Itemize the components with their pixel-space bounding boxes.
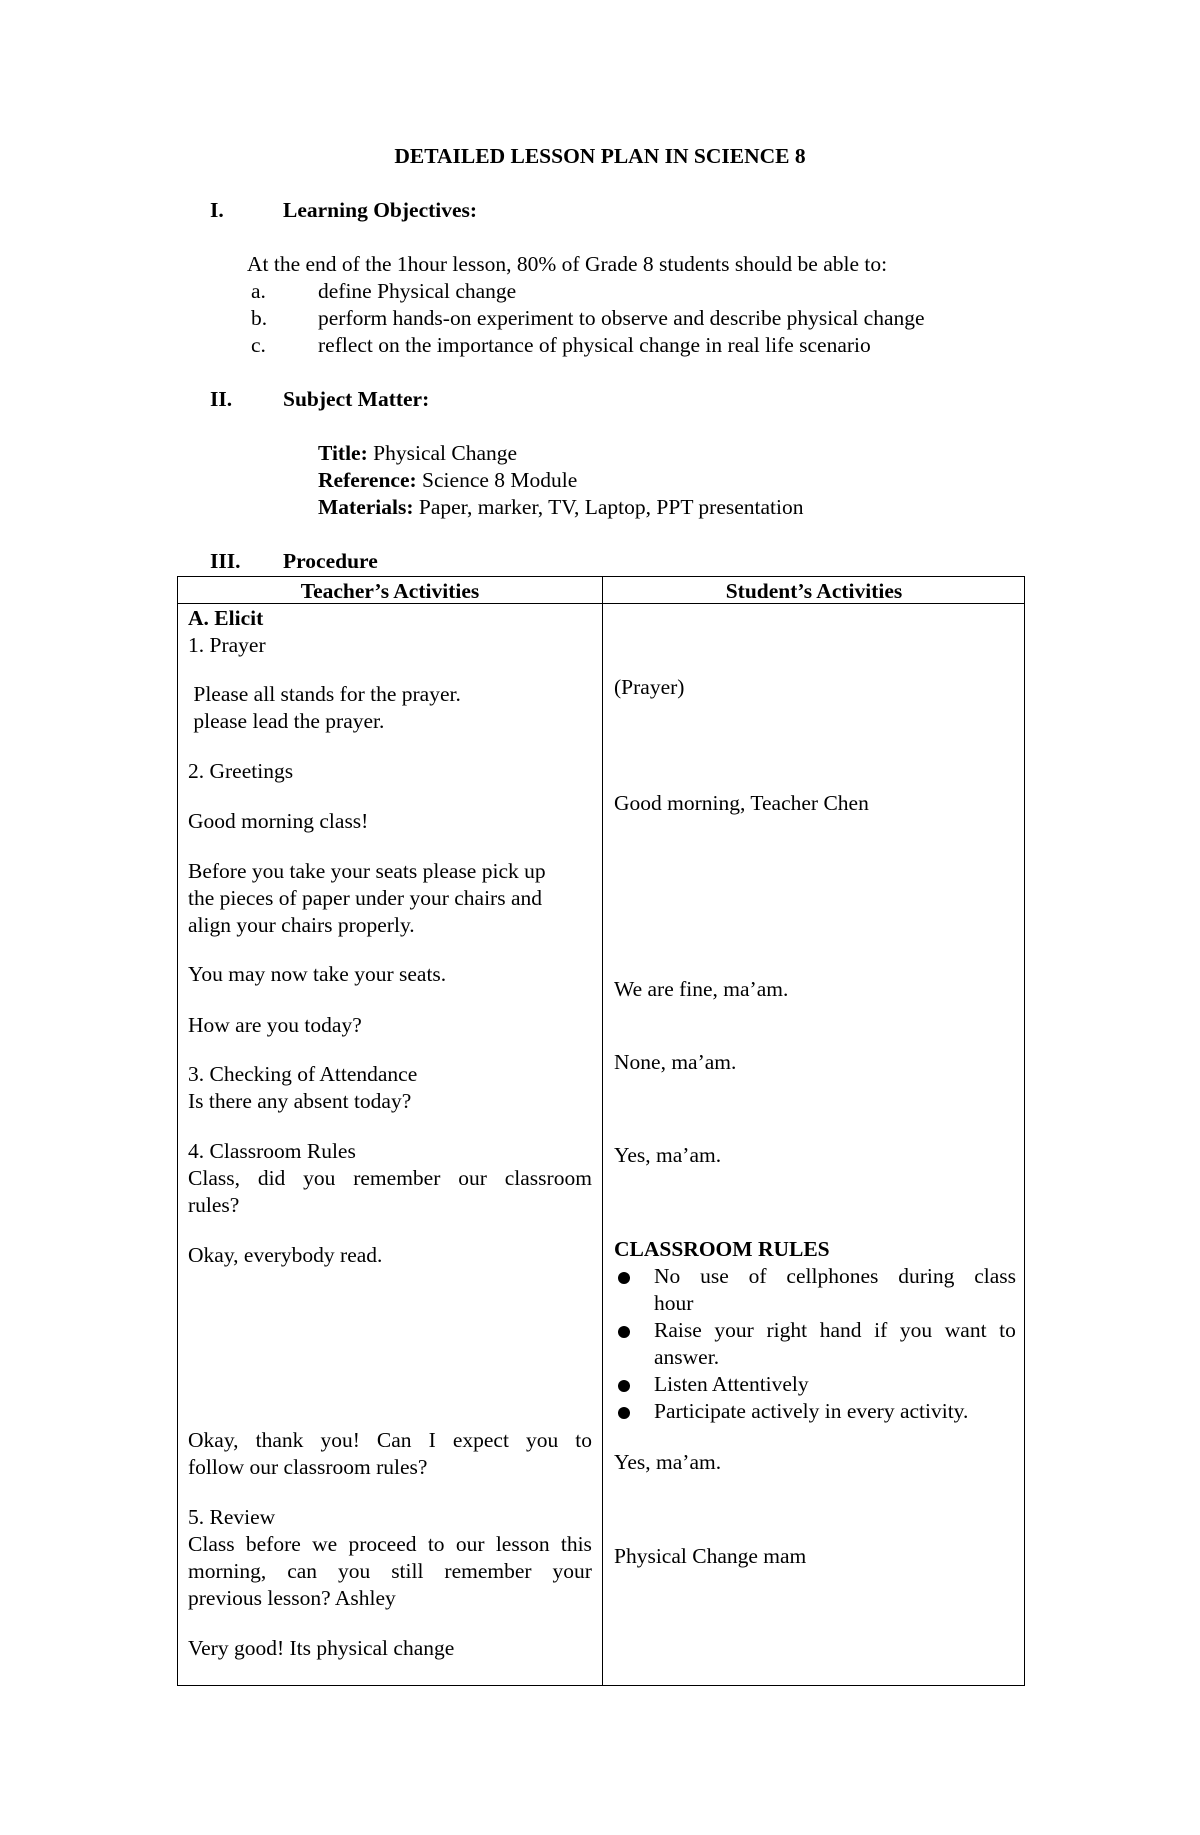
word: expect [452,1428,509,1452]
word: you [337,1559,371,1583]
word: proceed [348,1532,417,1556]
word: our [458,1166,487,1190]
rule-line-1: Participate actively in every activity. [654,1399,969,1423]
teacher-prayer-heading: 1. Prayer [188,633,266,657]
subject-materials-label: Materials: [318,495,414,519]
subject-reference-line [318,467,577,494]
teacher-how-are-you: How are you today? [188,1013,362,1037]
word: our [455,1532,485,1556]
word: thank [255,1428,304,1452]
word: want [944,1318,987,1342]
justified-line [188,1531,592,1558]
rule-line-1 [654,1317,1016,1344]
bullet-icon [618,1272,630,1284]
teacher-thank-line-2: follow our classroom rules? [188,1455,428,1479]
teacher-greetings-heading: 2. Greetings [188,759,294,783]
word: can [287,1559,318,1583]
subject-materials-line [318,494,804,521]
section-procedure-number: III. [210,549,241,573]
student-yes-2: Yes, ma’am. [614,1450,722,1474]
section-procedure-title: Procedure [283,549,378,573]
teacher-seats-line-2: the pieces of paper under your chairs and [188,886,543,910]
word: Class, [188,1166,240,1190]
teacher-good-morning: Good morning class! [188,809,369,833]
section-subject-title: Subject Matter: [283,387,430,411]
section-objectives-number: I. [210,198,224,222]
teacher-rules-question-line-2: rules? [188,1193,240,1217]
document-title: DETAILED LESSON PLAN IN SCIENCE 8 [394,144,806,168]
objective-item: perform hands-on experiment to observe and describe physical change [318,306,925,330]
teacher-review-line-1 [188,1531,592,1558]
student-yes-1: Yes, ma’am. [614,1143,722,1167]
objective-item: define Physical change [318,279,517,303]
bullet-icon [618,1407,630,1419]
teacher-rules-question-line-1 [188,1165,592,1192]
objective-letter: c. [251,333,266,357]
justified-line [188,1558,592,1585]
word: class [974,1264,1016,1288]
subject-materials-value: Paper, marker, TV, Laptop, PPT presentation [418,495,804,519]
word: to [999,1318,1016,1342]
subject-reference-value: Science 8 Module [422,468,578,492]
word: this [560,1532,592,1556]
student-rules-title: CLASSROOM RULES [614,1237,830,1261]
word: use [700,1264,729,1288]
subject-title-value: Physical Change [373,441,518,465]
word: we [312,1532,338,1556]
word: your [552,1559,592,1583]
teacher-attendance-heading: 3. Checking of Attendance [188,1062,418,1086]
teacher-prayer-line-1: Please all stands for the prayer. [188,682,461,706]
section-subject-number: II. [210,387,233,411]
subject-title-line [318,440,517,467]
word: you [303,1166,336,1190]
word: I [428,1428,436,1452]
objective-letter: b. [251,306,268,330]
teacher-elicit-heading: A. Elicit [188,606,264,630]
column-divider [602,577,603,1685]
word: your [714,1318,754,1342]
student-column-header: Student’s Activities [725,579,903,603]
word: during [898,1264,955,1288]
word: if [874,1318,888,1342]
objectives-intro: At the end of the 1hour lesson, 80% of Grade 8 students should be able to: [247,252,888,276]
word: right [766,1318,808,1342]
word: remember [353,1166,441,1190]
teacher-thank-line-1 [188,1427,592,1454]
teacher-review-line-3: previous lesson? Ashley [188,1586,396,1610]
section-objectives-title: Learning Objectives: [283,198,478,222]
word: morning, [188,1559,267,1583]
student-fine: We are fine, ma’am. [614,977,789,1001]
word: Okay, [188,1428,239,1452]
word: you! [320,1428,360,1452]
word: No [654,1264,681,1288]
teacher-take-seats: You may now take your seats. [188,962,447,986]
objective-item: reflect on the importance of physical change in real life scenario [318,333,871,357]
word: to [427,1532,445,1556]
justified-line [188,1165,592,1192]
word: classroom [504,1166,592,1190]
teacher-everybody-read: Okay, everybody read. [188,1243,383,1267]
word: before [245,1532,301,1556]
justified-line [654,1263,1016,1290]
word: hand [819,1318,862,1342]
student-none: None, ma’am. [614,1050,737,1074]
student-physical-change: Physical Change mam [614,1544,807,1568]
teacher-seats-line-3: align your chairs properly. [188,913,415,937]
procedure-table [177,576,1025,1686]
word: Raise [654,1318,702,1342]
teacher-review-heading: 5. Review [188,1505,276,1529]
bullet-icon [618,1326,630,1338]
word: Can [376,1428,412,1452]
student-prayer: (Prayer) [614,675,685,699]
subject-title-label: Title: [318,441,368,465]
justified-line [188,1427,592,1454]
teacher-absent-question: Is there any absent today? [188,1089,412,1113]
word: did [257,1166,286,1190]
word: lesson [495,1532,550,1556]
teacher-prayer-line-2: please lead the prayer. [188,709,385,733]
teacher-review-line-2 [188,1558,592,1585]
objective-letter: a. [251,279,266,303]
word: cellphones [786,1264,879,1288]
subject-reference-label: Reference: [318,468,417,492]
teacher-seats-line-1: Before you take your seats please pick up [188,859,546,883]
word: Class [188,1532,235,1556]
teacher-rules-heading: 4. Classroom Rules [188,1139,356,1163]
rule-line-2: answer. [654,1345,720,1369]
rule-line-1: Listen Attentively [654,1372,809,1396]
word: of [748,1264,767,1288]
teacher-very-good: Very good! Its physical change [188,1636,455,1660]
word: to [575,1428,592,1452]
word: you [525,1428,559,1452]
teacher-column-header: Teacher’s Activities [300,579,480,603]
justified-line [654,1317,1016,1344]
bullet-icon [618,1380,630,1392]
rule-line-2: hour [654,1291,694,1315]
word: you [899,1318,933,1342]
rule-line-1 [654,1263,1016,1290]
student-good-morning: Good morning, Teacher Chen [614,791,869,815]
word: still [391,1559,424,1583]
word: remember [444,1559,532,1583]
